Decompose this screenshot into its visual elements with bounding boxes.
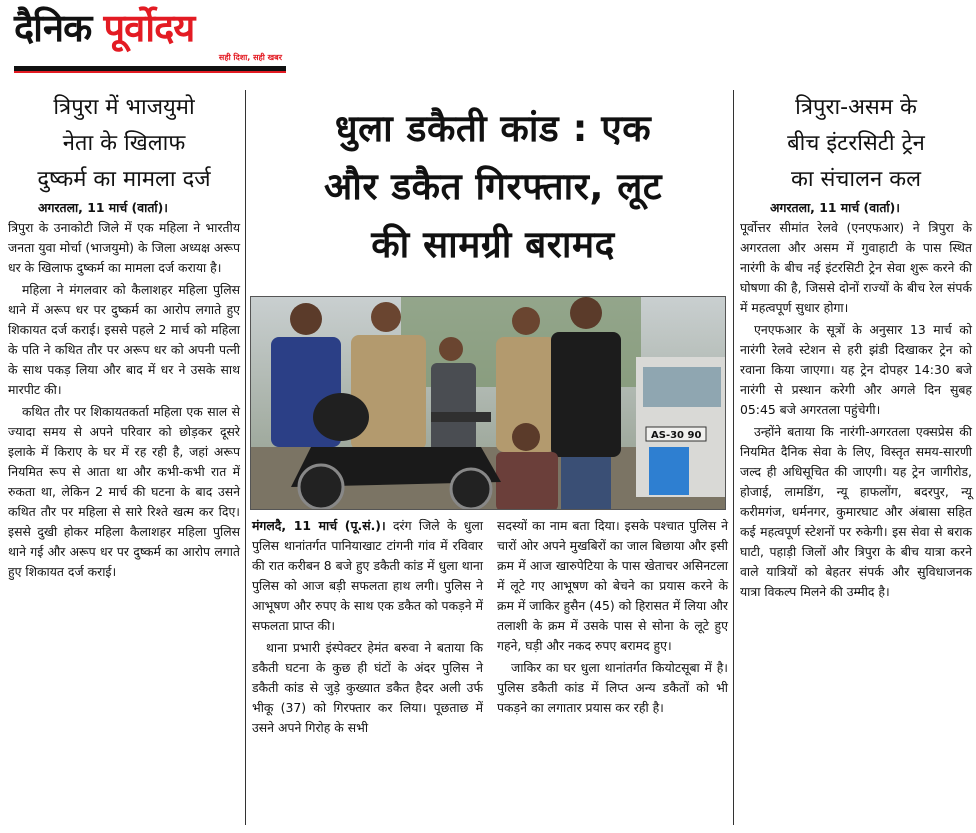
paragraph: मंगलदै, 11 मार्च (पू.सं.)। दरंग जिले के धुला पुलिस थानांतर्गत पानियाखाट टांगनी गांव में रविवार की रात करीबन 8 बजे हुए डकैती कांड में धुला थाना पुलिस को आज बड़ी सफलता हाथ लगी। पुलिस ने आभूषण और रुपए के साथ एक डकैत को पकड़ने में सफलता प्राप्त की। bbox=[252, 518, 483, 633]
paragraph: सदस्यों का नाम बता दिया। इसके पश्चात पुलिस ने चारों ओर अपने मुखबिरों का जाल बिछाया और इसी क्रम में आज खारुपेटिया के पास खेताचर असिनटला में लूटे गए आभूषण को बेचने का प्रयास करने के क्रम में जाकिर हुसैन (45) को हिरासत में लिया और तलाशी के क्रम में उसके पास से सोना के लूटे हुए गहने, घड़ी और नकद रुपए बरामद हुए। bbox=[497, 518, 728, 653]
police-group-photo bbox=[251, 297, 726, 510]
right-story-dateline: अगरतला, 11 मार्च (वार्ता)। bbox=[770, 200, 900, 215]
main-story-column-2 bbox=[497, 516, 728, 740]
left-story bbox=[8, 90, 240, 584]
right-story-body bbox=[740, 198, 972, 602]
main-story-dateline: मंगलदै, 11 मार्च (पू.सं.)। bbox=[252, 518, 386, 533]
news-photo bbox=[250, 296, 726, 510]
vehicle-plate: AS-30 90 bbox=[651, 430, 702, 441]
left-story-dateline: अगरतला, 11 मार्च (वार्ता)। bbox=[38, 200, 168, 215]
right-story bbox=[740, 90, 972, 604]
newspaper-logo bbox=[14, 6, 194, 50]
main-story-column-1 bbox=[252, 516, 483, 740]
main-story-headline: धुला डकैती कांड : एक और डकैत गिरफ्तार, लूट की सामग्री बरामद bbox=[323, 107, 662, 266]
paragraph: त्रिपुरा के उनाकोटी जिले में एक महिला ने भारतीय जनता युवा मोर्चा (भाजयुमो) के जिला अध्यक्ष अरूप धर के खिलाफ दुष्कर्म का मामला दर्ज कराया है। bbox=[8, 220, 240, 275]
masthead-rule-red bbox=[14, 71, 286, 73]
main-story-body bbox=[252, 516, 728, 740]
paragraph: जाकिर का घर धुला थानांतर्गत कियोटसूबा में है। पुलिस डकैती कांड में लिप्त अन्य डकैतों को भी पकड़ने का लगातार प्रयास कर रही है। bbox=[497, 660, 728, 715]
paragraph: कथित तौर पर शिकायतकर्ता महिला एक साल से ज्यादा समय से अपने परिवार को छोड़कर दूसरे इलाके में किराए के घर में रह रही है, जहां अरूप नियमित रूप से आता था और कभी-कभी रात में रुकता था, लेकिन 2 मार्च की घटना के बाद उसने कथित तौर पर महिला से सारे रिश्ते खत्म कर दिए। इससे दुखी होकर महिला कैलाशहर महिला पुलिस थाने गई और अरूप धर पर दुष्कर्म का आरोप लगाते हुए शिकायत दर्ज कराई। bbox=[8, 404, 240, 579]
paragraph: एनएफआर के सूत्रों के अनुसार 13 मार्च को नारंगी रेलवे स्टेशन से हरी झंडी दिखाकर ट्रेन को रवाना किया जाएगा। यह ट्रेन दोपहर 14:30 बजे नारंगी से प्रस्थान करेगी और अगले दिन सुबह 05:45 बजे अगरतला पहुंचेगी। bbox=[740, 322, 972, 417]
paragraph: पूर्वोत्तर सीमांत रेलवे (एनएफआर) ने त्रिपुरा के अगरतला और असम में गुवाहाटी के पास स्थित नारंगी के बीच नई इंटरसिटी ट्रेन सेवा शुरू करने की घोषणा की है, जिससे दोनों राज्यों के बीच रेल संपर्क में महत्वपूर्ण सुधार होगा। bbox=[740, 220, 972, 315]
logo-word-1: दैनिक bbox=[14, 6, 92, 50]
paragraph: महिला ने मंगलवार को कैलाशहर महिला पुलिस थाने में अरूप धर पर दुष्कर्म का आरोप लगाते हुए शिकायत दर्ज कराई। इससे पहले 2 मार्च को महिला के पति ने कथित तौर पर अरूप धर को अपनी पत्नी के साथ पकड़ लिया और बाद में धर ने उसके साथ मारपीट की। bbox=[8, 282, 240, 397]
logo-word-2: पूर्वोदय bbox=[103, 6, 195, 50]
left-story-body bbox=[8, 198, 240, 582]
left-story-headline: त्रिपुरा में भाजयुमो नेता के खिलाफ दुष्कर्म का मामला दर्ज bbox=[37, 95, 211, 192]
paragraph: थाना प्रभारी इंस्पेक्टर हेमंत बरुवा ने बताया कि डकैती घटना के कुछ ही घंटों के अंदर पुलिस ने डकैती कांड से जुड़े कुख्यात डकैत हैदर अली उर्फ भीकू (37) को गिरफ्तार कर लिया। पूछताछ में उसने अपने गिरोह के सभी bbox=[252, 640, 483, 735]
masthead bbox=[14, 6, 286, 74]
right-story-headline: त्रिपुरा-असम के बीच इंटरसिटी ट्रेन का संचालन कल bbox=[787, 95, 925, 192]
column-divider bbox=[733, 90, 734, 825]
masthead-tagline: सही दिशा, सही खबर bbox=[218, 53, 282, 62]
paragraph: उन्होंने बताया कि नारंगी-अगरतला एक्सप्रेस की नियमित दैनिक सेवा के लिए, विस्तृत समय-सारणी जल्द ही अधिसूचित की जाएगी। यह ट्रेन जागीरोड, होजाई, लामडिंग, न्यू हाफलोंग, बदरपुर, न्यू करीमगंज, धर्मनगर, कुमारघाट और अंबासा सहित कई महत्वपूर्ण स्टेशनों पर रुकेगी। इस सेवा से बराक घाटी, पहाड़ी जिलों और त्रिपुरा के बीच यात्रा करने वाले यात्रियों को बेहतर संपर्क और सुविधाजनक यात्रा विकल्प मिलने की उम्मीद है। bbox=[740, 424, 972, 599]
column-divider bbox=[245, 90, 246, 825]
